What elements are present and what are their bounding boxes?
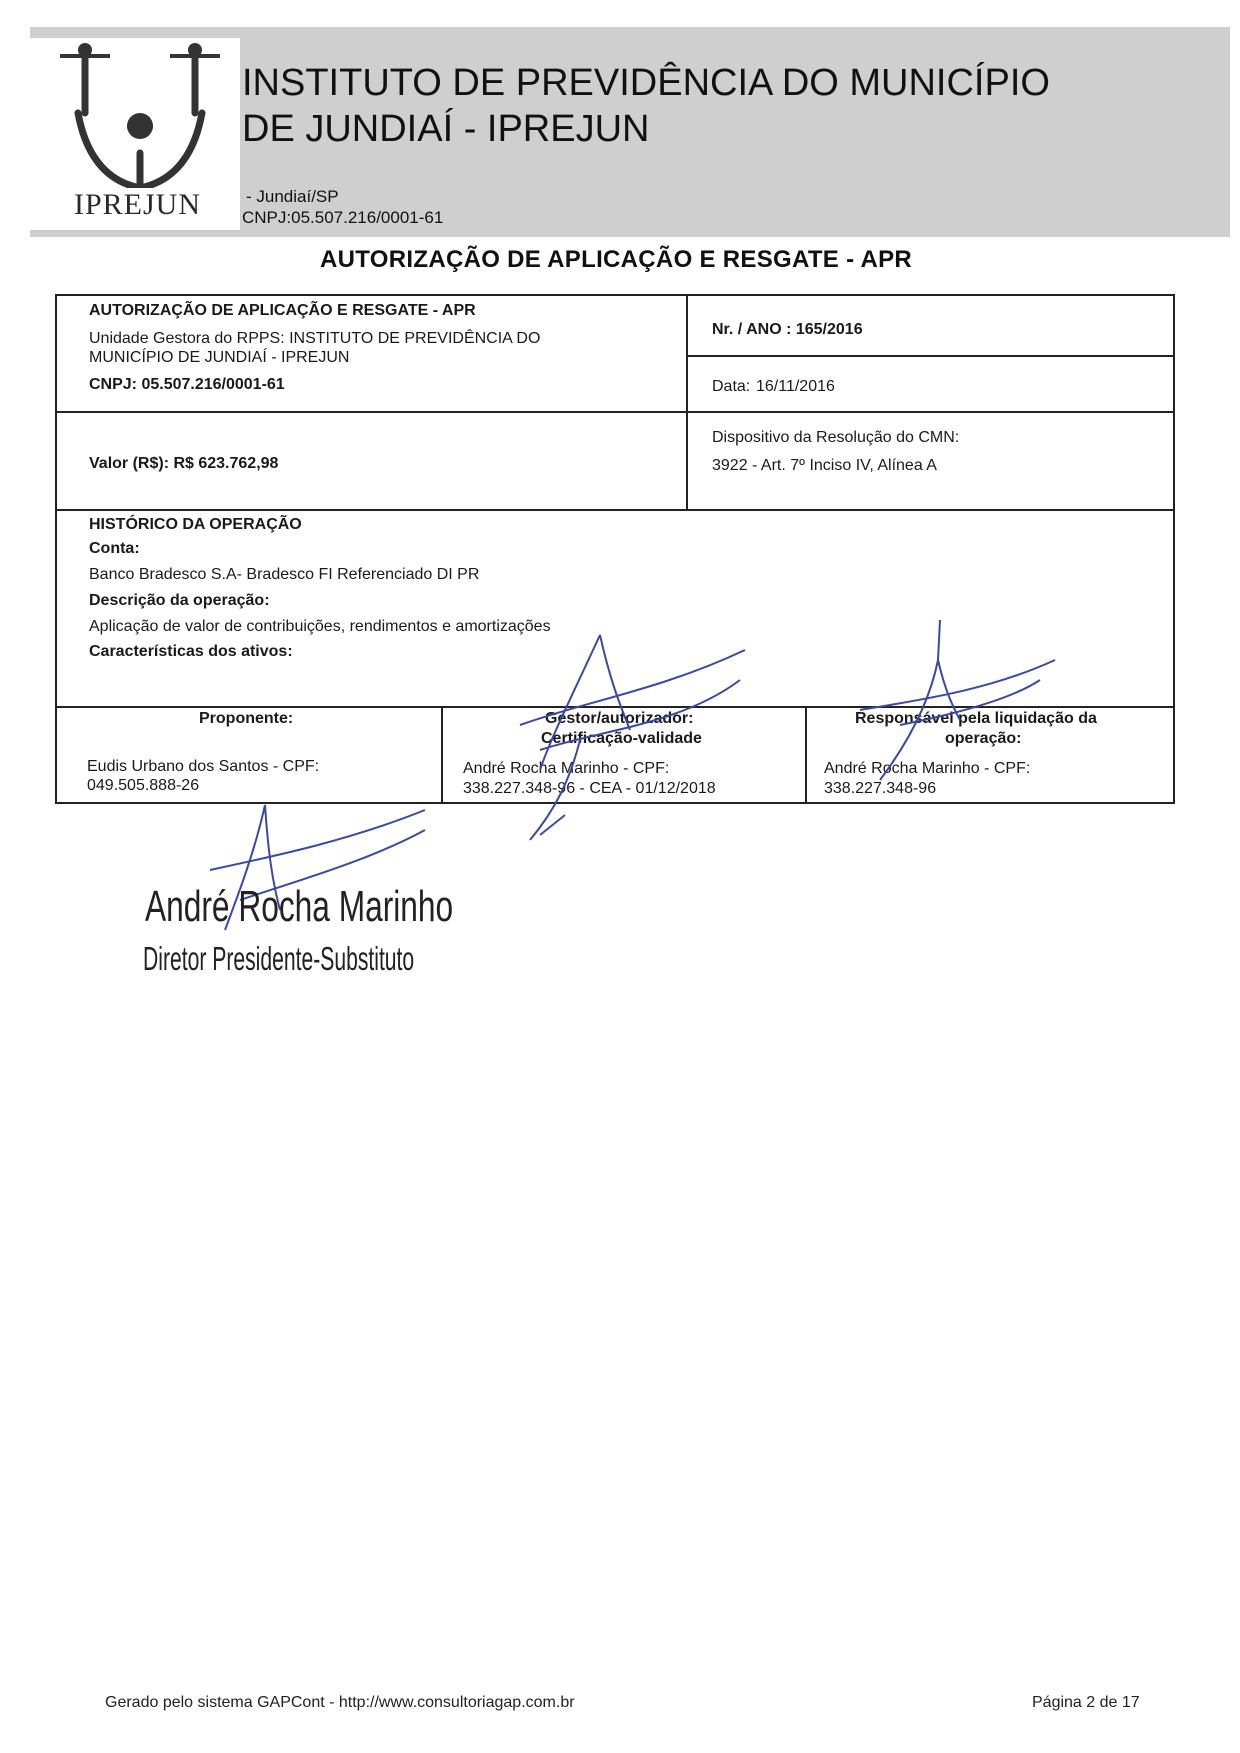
proponente-name: Eudis Urbano dos Santos - CPF: [87,758,320,775]
descricao-label: Descrição da operação: [89,592,270,609]
institution-name-line2: DE JUNDIAÍ - IPREJUN [242,108,650,150]
historico-title: HISTÓRICO DA OPERAÇÃO [89,516,302,533]
proponente-label: Proponente: [199,710,294,727]
footer-page-number: Página 2 de 17 [1032,1694,1140,1711]
dispositivo-label: Dispositivo da Resolução do CMN: [712,429,960,446]
nr-ano: Nr. / ANO : 165/2016 [712,321,863,338]
unidade-gestora-line2: MUNICÍPIO DE JUNDIAÍ - IPREJUN [89,349,350,366]
signature-gestor-icon [480,630,760,850]
proponente-cpf: 049.505.888-26 [87,777,200,794]
responsavel-label: Responsável pela liquidação da [855,710,1097,727]
signature-responsavel-icon [840,620,1070,800]
form-cnpj: CNPJ: 05.507.216/0001-61 [89,376,285,393]
gestor-certificacao: Certificação-validade [541,730,702,747]
divider-nr-data [686,355,1174,357]
divider-vertical-top [686,296,688,509]
descricao-value: Aplicação de valor de contribuições, rendimentos e amortizações [89,618,551,635]
conta-value: Banco Bradesco S.A- Bradesco FI Referenciado DI PR [89,566,480,583]
footer-generated: Gerado pelo sistema GAPCont - http://www.consultoriagap.com.br [105,1694,575,1711]
responsavel-cpf: 338.227.348-96 [824,780,937,797]
divider-row2 [57,509,1173,511]
divider-sig-1 [441,706,443,804]
gestor-name: André Rocha Marinho - CPF: [463,760,670,777]
divider-sig-2 [805,706,807,804]
iprejun-logo [30,38,240,230]
responsavel-name: André Rocha Marinho - CPF: [824,760,1031,777]
divider-row1 [57,411,1173,413]
stamp-name: André Rocha Marinho [145,882,454,931]
header-city: - Jundiaí/SP [246,187,339,206]
gestor-label: Gestor/autorizador: [545,710,694,727]
unidade-gestora-line1: Unidade Gestora do RPPS: INSTITUTO DE PREVIDÊNCIA DO [89,330,541,347]
stamp-title: Diretor Presidente-Substituto [143,940,415,977]
logo-figures-icon [50,38,230,188]
form-box-title: AUTORIZAÇÃO DE APLICAÇÃO E RESGATE - APR [89,302,476,319]
data-value: 16/11/2016 [756,378,835,395]
document-title: AUTORIZAÇÃO DE APLICAÇÃO E RESGATE - APR [320,246,913,273]
institution-name-line1: INSTITUTO DE PREVIDÊNCIA DO MUNICÍPIO [242,62,1050,104]
gestor-cpf-cea: 338.227.348-96 - CEA - 01/12/2018 [463,780,716,797]
conta-label: Conta: [89,540,140,557]
valor: Valor (R$): R$ 623.762,98 [89,455,279,472]
responsavel-label-2: operação: [945,730,1022,747]
logo-text: IPREJUN [73,188,201,221]
data-label: Data: [712,378,751,395]
caracteristicas-label: Características dos ativos: [89,643,293,660]
header-cnpj: CNPJ:05.507.216/0001-61 [242,208,444,227]
dispositivo-value: 3922 - Art. 7º Inciso IV, Alínea A [712,457,937,474]
